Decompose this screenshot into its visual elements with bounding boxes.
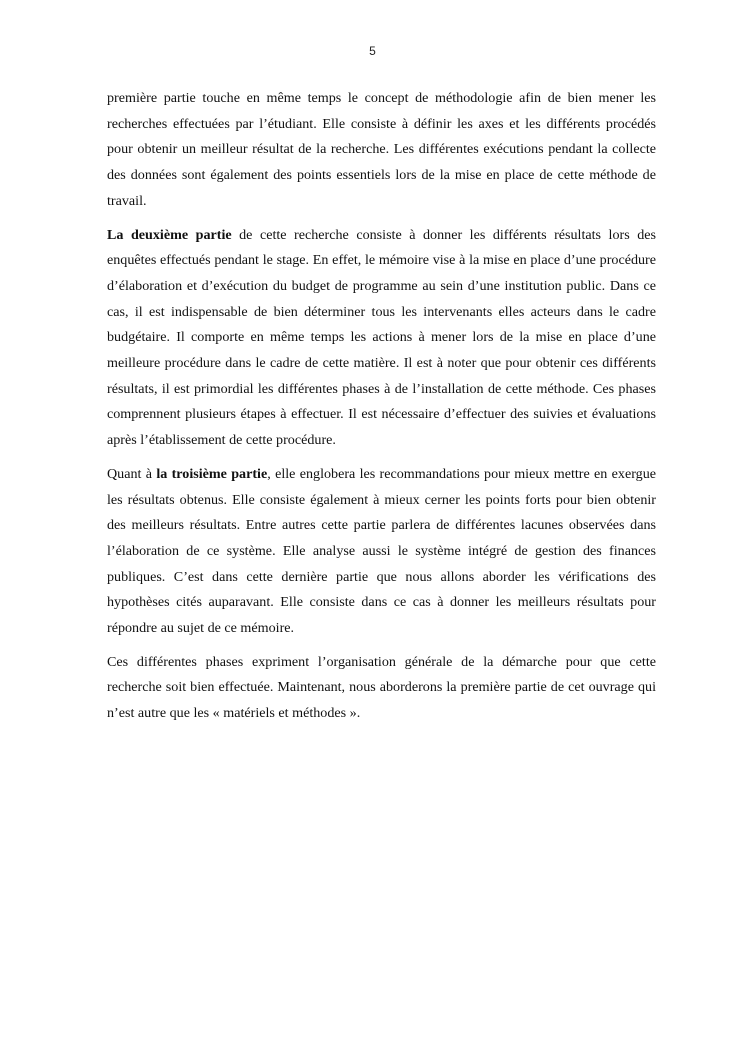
paragraph-third-part: [107, 462, 656, 642]
paragraph-text: de cette recherche consiste à donner les différents résultats lors des enquêtes effectués pendant le stage. En effet, le mémoire vise à la mise en place d’une procédure d’élaboration et d’exécution du budget de programme au sein d’une institution public. Dans ce cas, il est indispensable de bien déterminer tous les intervenants elles acteurs dans le cadre budgétaire. Il comporte en même temps les actions à mener lors de la mise en place d’une meilleure procédure dans le cadre de cette matière. Il est à noter que pour obtenir ces différents résultats, il est primordial les différentes phases à de l’installation de cette méthode. Ces phases comprennent plusieurs étapes à effectuer. Il est nécessaire d’effectuer des suivies et évaluations après l’établissement de cette procédure.: [107, 226, 656, 449]
paragraph-lead: Quant à: [107, 465, 157, 482]
paragraph-text: première partie touche en même temps le concept de méthodologie afin de bien mener les recherches effectuées par l’étudiant. Elle consiste à définir les axes et les différents procédés pour obtenir un meilleur résultat de la recherche. Les différentes exécutions pendant la collecte des données sont également des points essentiels lors de la mise en place de cette méthode de travail.: [107, 90, 656, 209]
paragraph-conclusion: [107, 650, 656, 727]
document-body: [107, 86, 656, 735]
page-number: 5: [369, 44, 376, 58]
paragraph-text: Ces différentes phases expriment l’organisation générale de la démarche pour que cette recherche soit bien effectuée. Maintenant, nous aborderons la première partie de cet ouvrage qui n’est autre que les « matériels et méthodes ».: [107, 653, 656, 722]
paragraph-text: , elle englobera les recommandations pour mieux mettre en exergue les résultats obtenus. Elle consiste également à mieux cerner les points forts pour bien obtenir des meilleurs résultats. Entre autres cette partie parlera de différentes lacunes observées dans l’élaboration de ce système. Elle analyse aussi le système intégré de gestion des finances publiques. C’est dans cette dernière partie que nous allons aborder les vérifications des hypothèses cités auparavant. Elle consiste dans ce cas à donner les meilleurs résultats pour répondre au sujet de ce mémoire.: [107, 465, 657, 637]
paragraph-methodology: [107, 86, 656, 215]
paragraph-second-part: [107, 223, 656, 454]
bold-heading-third-part: la troisième partie: [156, 465, 268, 482]
bold-heading-second-part: La deuxième partie: [107, 226, 232, 243]
